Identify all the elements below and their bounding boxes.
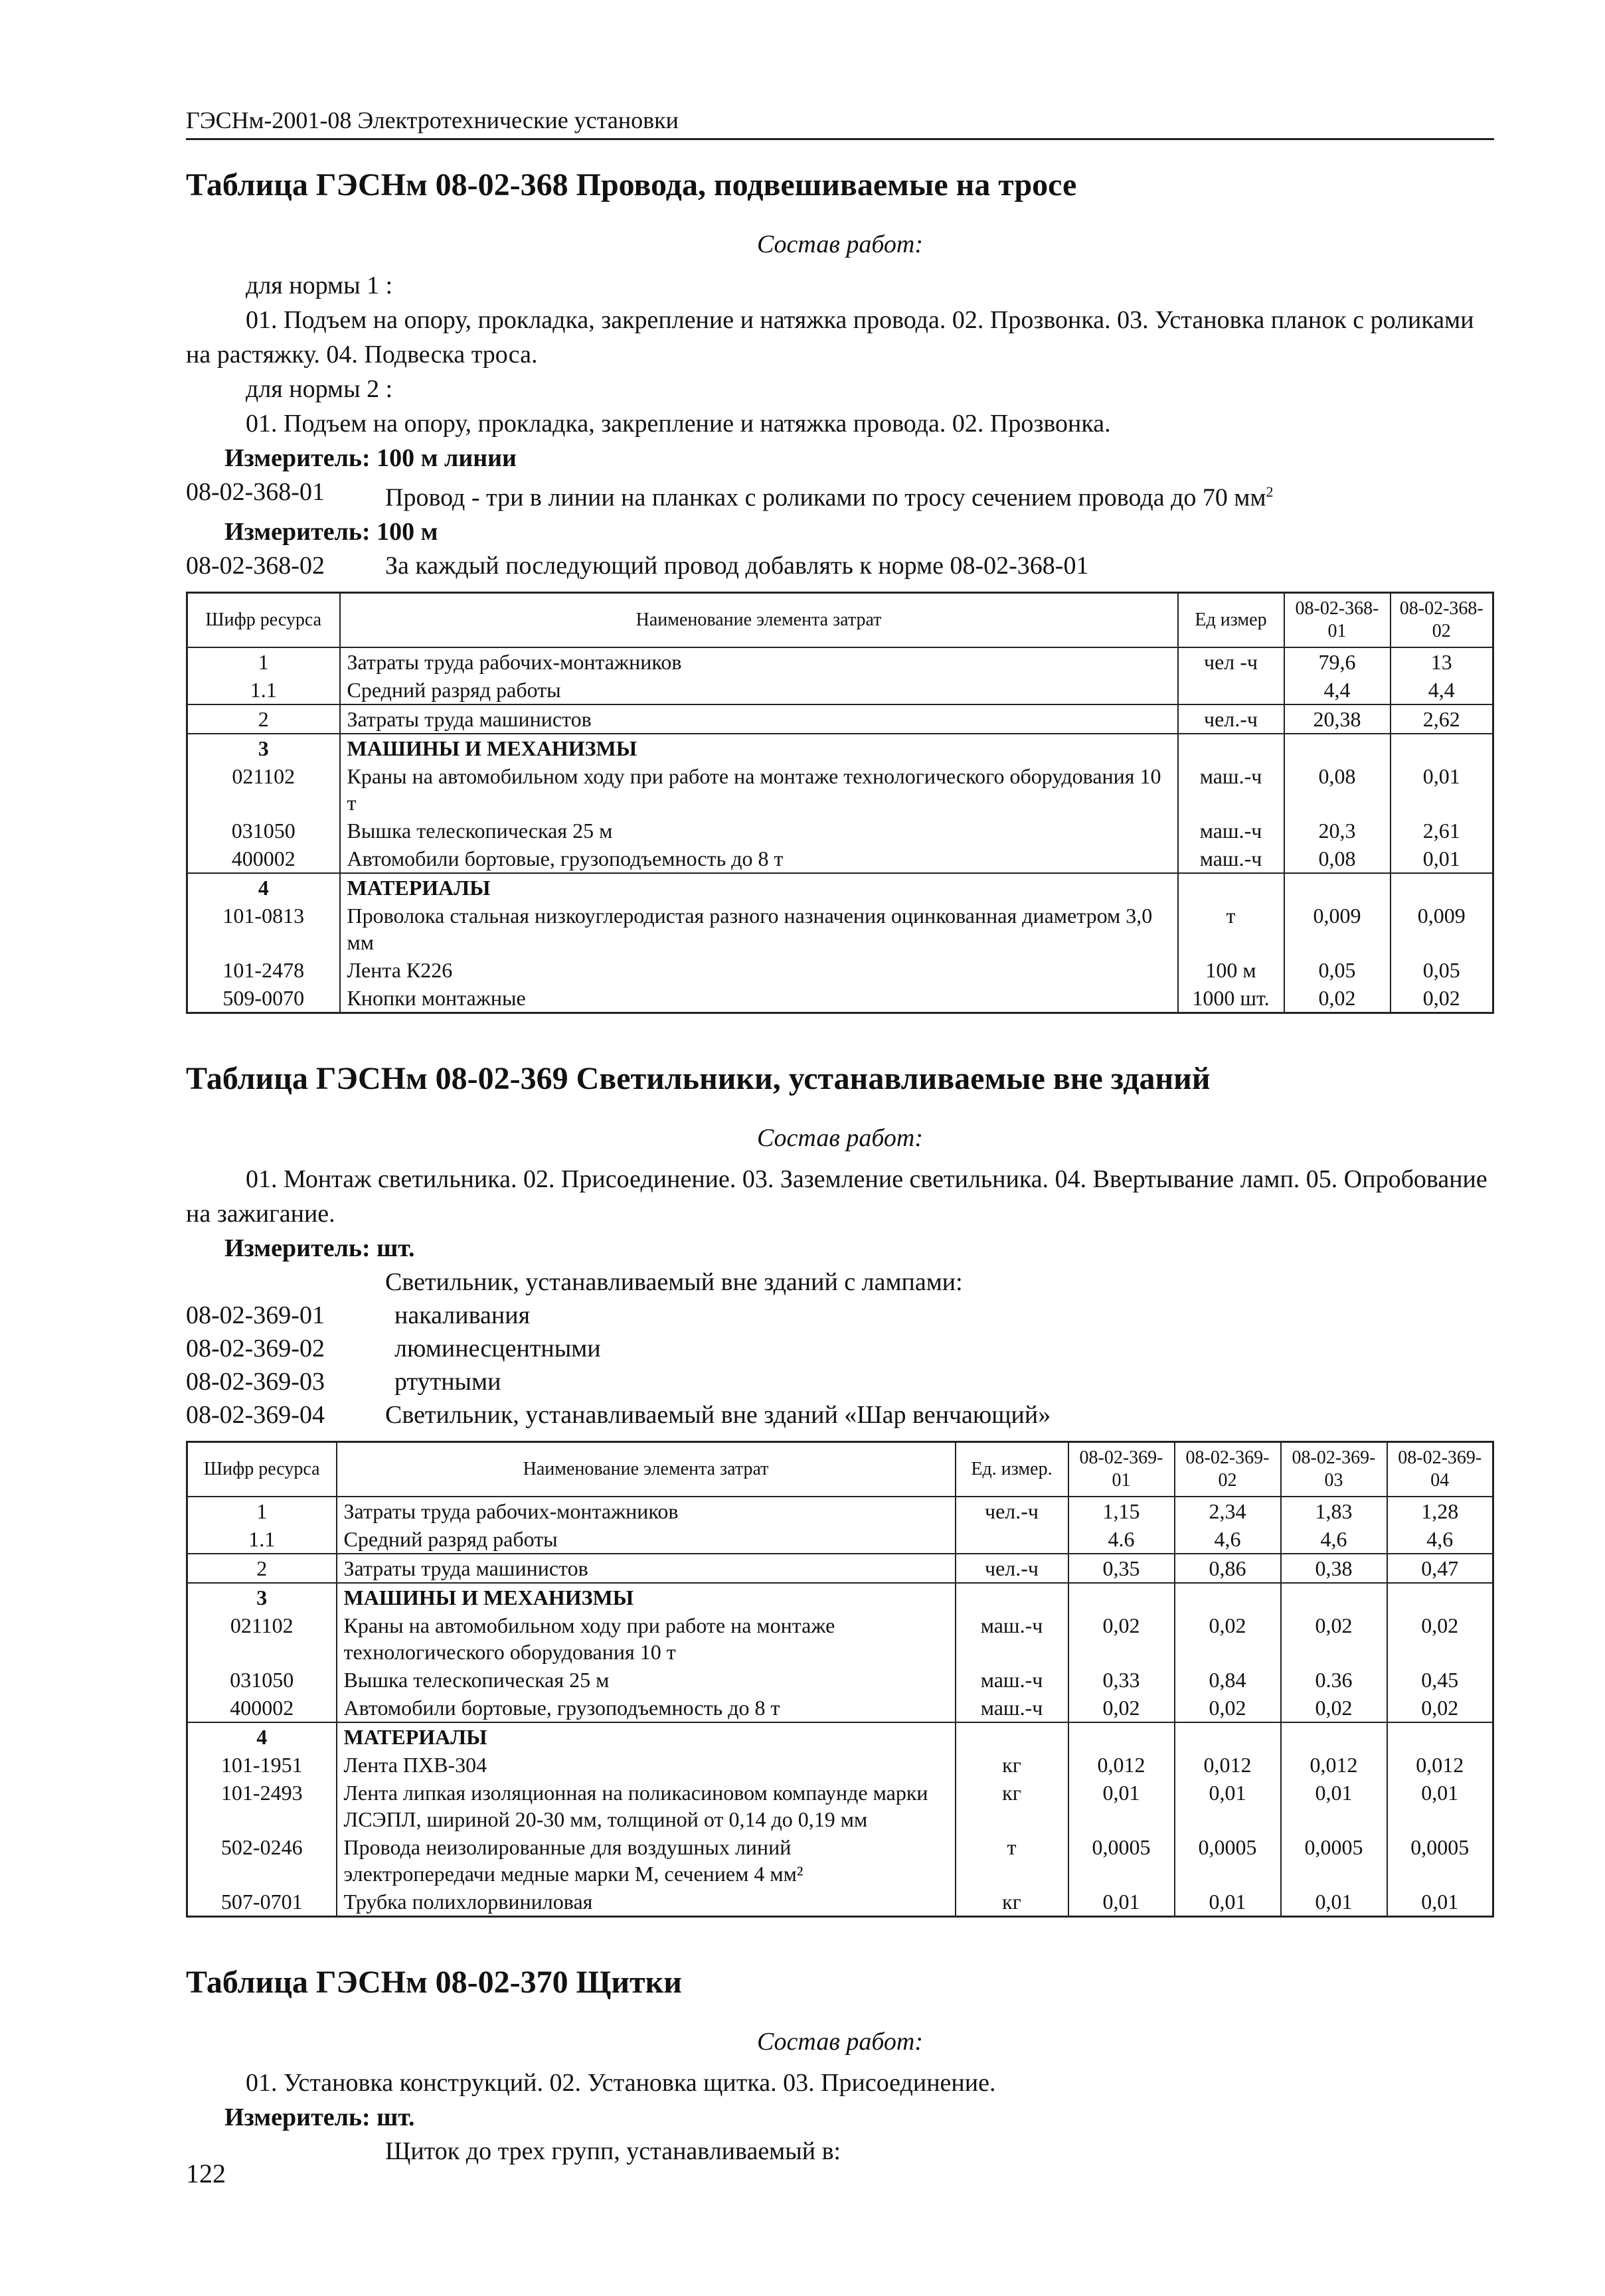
norm-code: 08-02-369-01	[186, 1301, 325, 1329]
table-row	[187, 845, 1493, 873]
resource-name-cell: Затраты труда рабочих-монтажников	[340, 647, 1178, 676]
resource-name-cell: Лента К226	[340, 956, 1178, 984]
resource-code-cell: 101-0813	[187, 902, 340, 956]
value-cell	[956, 1583, 1068, 1611]
value-cell: 0,45	[1387, 1666, 1493, 1694]
resource-code-cell: 400002	[187, 1694, 337, 1722]
column-header: Шифр ресурса	[187, 592, 340, 647]
table-row	[187, 956, 1493, 984]
table-row	[187, 762, 1493, 817]
section1-norm-row-2	[186, 549, 1494, 582]
value-cell: 1,83	[1281, 1497, 1387, 1525]
table-row	[187, 984, 1493, 1013]
running-header: ГЭСНм-2001-08 Электротехнические установки	[186, 106, 1494, 140]
resource-code-cell: 1.1	[187, 676, 340, 704]
value-cell: т	[1178, 902, 1284, 956]
column-header: 08-02-369-01	[1068, 1441, 1175, 1497]
resource-name-cell: МАШИНЫ И МЕХАНИЗМЫ	[340, 734, 1178, 762]
resource-name-cell: Краны на автомобильном ходу при работе на монтаже технологического оборудования 10 т	[340, 762, 1178, 817]
table-row	[187, 1694, 1493, 1722]
value-cell: кг	[956, 1888, 1068, 1917]
value-cell: 0,01	[1175, 1888, 1281, 1917]
table-row	[187, 1666, 1493, 1694]
value-cell: 0,01	[1175, 1779, 1281, 1833]
value-cell: 0,0005	[1068, 1833, 1175, 1888]
value-cell: 0,009	[1284, 902, 1391, 956]
column-header: 08-02-369-02	[1175, 1441, 1281, 1497]
resource-code-cell: 1.1	[187, 1525, 337, 1554]
section1-composition-title: Состав работ:	[756, 230, 924, 258]
value-cell: 0,01	[1068, 1888, 1175, 1917]
section2-group-row	[186, 1266, 1494, 1299]
value-cell: т	[956, 1833, 1068, 1888]
value-cell: 0,38	[1281, 1554, 1387, 1583]
resource-code-cell: 101-1951	[187, 1751, 337, 1779]
resource-code-cell: 101-2478	[187, 956, 340, 984]
table-header-row	[187, 592, 1493, 647]
table-header-row	[187, 1441, 1493, 1497]
resource-name-cell: Лента липкая изоляционная на поликасиновом компаунде марки ЛСЭПЛ, шириной 20-30 мм, толщиной от 0,14 до 0,19 мм	[337, 1779, 956, 1833]
resource-name-cell: Вышка телескопическая 25 м	[337, 1666, 956, 1694]
table-row	[187, 1583, 1493, 1611]
resource-name-cell: Средний разряд работы	[337, 1525, 956, 1554]
value-cell: 4,6	[1175, 1525, 1281, 1554]
table-row	[187, 817, 1493, 845]
value-cell: 0,08	[1284, 845, 1391, 873]
resource-name-cell: Кнопки монтажные	[340, 984, 1178, 1013]
value-cell: 4.6	[1068, 1525, 1175, 1554]
table-row	[187, 873, 1493, 902]
norm-desc: Светильник, устанавливаемый вне зданий «Шар венчающий»	[385, 1400, 1051, 1429]
value-cell: 2,34	[1175, 1497, 1281, 1525]
value-cell: 0,01	[1391, 845, 1493, 873]
resource-name-cell: Затраты труда машинистов	[340, 704, 1178, 734]
value-cell: маш.-ч	[956, 1666, 1068, 1694]
table-row	[187, 1525, 1493, 1554]
value-cell: кг	[956, 1751, 1068, 1779]
value-cell: чел.-ч	[956, 1497, 1068, 1525]
section2-item-row	[186, 1365, 1494, 1398]
section3-title: Таблица ГЭСНм 08-02-370 Щитки	[186, 1964, 682, 2000]
value-cell	[956, 1722, 1068, 1751]
value-cell: 0,0005	[1387, 1833, 1493, 1888]
resource-table-369	[186, 1441, 1494, 1918]
norm-desc: За каждый последующий провод добавлять к норме 08-02-368-01	[385, 551, 1089, 580]
resource-name-cell: МАШИНЫ И МЕХАНИЗМЫ	[337, 1583, 956, 1611]
value-cell: 4,4	[1284, 676, 1391, 704]
value-cell: 0,012	[1387, 1751, 1493, 1779]
section1-meter1: Измеритель: 100 м линии	[224, 444, 517, 472]
group-desc: Светильник, устанавливаемый вне зданий с лампами:	[385, 1268, 963, 1296]
section1-norm1-label: для нормы 1 :	[246, 272, 393, 299]
value-cell: 0,02	[1068, 1611, 1175, 1666]
resource-name-cell: Трубка полихлорвиниловая	[337, 1888, 956, 1917]
value-cell: 4,6	[1281, 1525, 1387, 1554]
value-cell: 0,02	[1391, 984, 1493, 1013]
value-cell: 0.36	[1281, 1666, 1387, 1694]
value-cell: 0,05	[1391, 956, 1493, 984]
value-cell: 100 м	[1178, 956, 1284, 984]
section2-item-row	[186, 1332, 1494, 1365]
value-cell: 1000 шт.	[1178, 984, 1284, 1013]
section2-item-row	[186, 1299, 1494, 1332]
resource-table-368	[186, 592, 1494, 1014]
value-cell: 0,02	[1175, 1611, 1281, 1666]
section3-composition-title: Состав работ:	[756, 2027, 924, 2056]
resource-name-cell: Средний разряд работы	[340, 676, 1178, 704]
value-cell	[956, 1525, 1068, 1554]
table-row	[187, 1779, 1493, 1833]
table-row	[187, 647, 1493, 676]
resource-code-cell: 507-0701	[187, 1888, 337, 1917]
resource-code-cell: 400002	[187, 845, 340, 873]
column-header: Шифр ресурса	[187, 1441, 337, 1497]
section2-text: 01. Монтаж светильника. 02. Присоединение. 03. Заземление светильника. 04. Ввертывание ламп. 05. Опробование на зажигание.	[186, 1165, 1487, 1228]
table-row	[187, 1722, 1493, 1751]
value-cell: 0,01	[1068, 1779, 1175, 1833]
value-cell: 0,86	[1175, 1554, 1281, 1583]
norm-code: 08-02-368-01	[186, 478, 325, 506]
value-cell: 0,0005	[1175, 1833, 1281, 1888]
section3-meter: Измеритель: шт.	[224, 2103, 415, 2131]
value-cell: 0,35	[1068, 1554, 1175, 1583]
resource-name-cell: Лента ПХВ-304	[337, 1751, 956, 1779]
value-cell: 2,62	[1391, 704, 1493, 734]
section1-meter2: Измеритель: 100 м	[224, 517, 438, 546]
resource-code-cell: 021102	[187, 762, 340, 817]
value-cell: кг	[956, 1779, 1068, 1833]
value-cell: 0,02	[1068, 1694, 1175, 1722]
column-header: 08-02-368-02	[1391, 592, 1493, 647]
page-number: 122	[186, 2159, 226, 2188]
resource-name-cell: МАТЕРИАЛЫ	[340, 873, 1178, 902]
value-cell: маш.-ч	[1178, 762, 1284, 817]
resource-code-cell: 4	[187, 1722, 337, 1751]
table-row	[187, 1497, 1493, 1525]
value-cell: 13	[1391, 647, 1493, 676]
resource-name-cell: Вышка телескопическая 25 м	[340, 817, 1178, 845]
resource-name-cell: Затраты труда машинистов	[337, 1554, 956, 1583]
value-cell: 20,3	[1284, 817, 1391, 845]
value-cell: 20,38	[1284, 704, 1391, 734]
value-cell	[1175, 1583, 1281, 1611]
section1-norm-row-1	[186, 475, 1494, 515]
norm-desc: Провод - три в линии на планках с роликами по тросу сечением провода до 70 $мм^2$	[385, 483, 1274, 512]
value-cell	[1391, 873, 1493, 902]
value-cell: 0,02	[1284, 984, 1391, 1013]
section3-group-row	[186, 2135, 1494, 2168]
norm-code: 08-02-369-04	[186, 1400, 325, 1429]
value-cell: 0,05	[1284, 956, 1391, 984]
section2-item-row	[186, 1398, 1494, 1432]
value-cell: 0,02	[1387, 1611, 1493, 1666]
resource-code-cell: 2	[187, 1554, 337, 1583]
value-cell: маш.-ч	[1178, 817, 1284, 845]
value-cell	[1068, 1583, 1175, 1611]
section2-composition-title: Состав работ:	[756, 1123, 924, 1152]
value-cell	[1387, 1583, 1493, 1611]
column-header: 08-02-369-03	[1281, 1441, 1387, 1497]
resource-code-cell: 502-0246	[187, 1833, 337, 1888]
resource-code-cell: 3	[187, 1583, 337, 1611]
resource-code-cell: 4	[187, 873, 340, 902]
table-row	[187, 734, 1493, 762]
column-header: Наименование элемента затрат	[340, 592, 1178, 647]
value-cell	[1391, 734, 1493, 762]
value-cell: 79,6	[1284, 647, 1391, 676]
column-header: Ед измер	[1178, 592, 1284, 647]
value-cell: чел.-ч	[1178, 704, 1284, 734]
value-cell: 0,009	[1391, 902, 1493, 956]
value-cell: 0,0005	[1281, 1833, 1387, 1888]
resource-code-cell: 021102	[187, 1611, 337, 1666]
value-cell	[1178, 873, 1284, 902]
resource-code-cell: 1	[187, 647, 340, 676]
value-cell: 0,84	[1175, 1666, 1281, 1694]
resource-name-cell: МАТЕРИАЛЫ	[337, 1722, 956, 1751]
value-cell: 0,01	[1387, 1779, 1493, 1833]
value-cell: 1,28	[1387, 1497, 1493, 1525]
column-header: 08-02-368-01	[1284, 592, 1391, 647]
value-cell	[1068, 1722, 1175, 1751]
value-cell: маш.-ч	[956, 1611, 1068, 1666]
value-cell: 0,01	[1387, 1888, 1493, 1917]
value-cell: 0,02	[1387, 1694, 1493, 1722]
value-cell: 1,15	[1068, 1497, 1175, 1525]
table-row	[187, 1554, 1493, 1583]
value-cell: 0,02	[1281, 1694, 1387, 1722]
resource-code-cell: 031050	[187, 1666, 337, 1694]
section1-norm2-text: 01. Подъем на опору, прокладка, закрепление и натяжка провода. 02. Прозвонка.	[246, 410, 1111, 438]
resource-name-cell: Провода неизолированные для воздушных линий электропередачи медные марки М, сечением 4 мм²	[337, 1833, 956, 1888]
column-header: Ед. измер.	[956, 1441, 1068, 1497]
table-row	[187, 902, 1493, 956]
value-cell: 0,01	[1281, 1779, 1387, 1833]
resource-name-cell: Проволока стальная низкоуглеродистая разного назначения оцинкованная диаметром 3,0 мм	[340, 902, 1178, 956]
norm-desc: ртутными	[394, 1367, 501, 1396]
resource-name-cell: Краны на автомобильном ходу при работе на монтаже технологического оборудования 10 т	[337, 1611, 956, 1666]
table-row	[187, 1611, 1493, 1666]
norm-desc: люминесцентными	[394, 1334, 601, 1362]
section1-norm2-label: для нормы 2 :	[246, 375, 393, 403]
resource-name-cell: Автомобили бортовые, грузоподъемность до 8 т	[337, 1694, 956, 1722]
value-cell: 4,4	[1391, 676, 1493, 704]
value-cell: 0,47	[1387, 1554, 1493, 1583]
norm-code: 08-02-369-03	[186, 1367, 325, 1396]
value-cell: 0,01	[1391, 762, 1493, 817]
resource-code-cell: 101-2493	[187, 1779, 337, 1833]
section3-text: 01. Установка конструкций. 02. Установка щитка. 03. Присоединение.	[246, 2068, 996, 2097]
value-cell: чел -ч	[1178, 647, 1284, 676]
value-cell	[1178, 734, 1284, 762]
table-row	[187, 1751, 1493, 1779]
table-row	[187, 1833, 1493, 1888]
value-cell: 0,08	[1284, 762, 1391, 817]
value-cell	[1281, 1583, 1387, 1611]
value-cell: 0,012	[1175, 1751, 1281, 1779]
value-cell	[1284, 873, 1391, 902]
value-cell: 2,61	[1391, 817, 1493, 845]
value-cell: 0,012	[1068, 1751, 1175, 1779]
value-cell: 0,02	[1281, 1611, 1387, 1666]
value-cell	[1178, 676, 1284, 704]
value-cell: маш.-ч	[956, 1694, 1068, 1722]
norm-code: 08-02-369-02	[186, 1334, 325, 1362]
value-cell: 4,6	[1387, 1525, 1493, 1554]
column-header: 08-02-369-04	[1387, 1441, 1493, 1497]
resource-code-cell: 3	[187, 734, 340, 762]
document-page	[186, 106, 1494, 2168]
column-header: Наименование элемента затрат	[337, 1441, 956, 1497]
table-row	[187, 704, 1493, 734]
value-cell: 0,33	[1068, 1666, 1175, 1694]
resource-code-cell: 509-0070	[187, 984, 340, 1013]
resource-code-cell: 1	[187, 1497, 337, 1525]
table-row	[187, 676, 1493, 704]
value-cell	[1175, 1722, 1281, 1751]
value-cell	[1387, 1722, 1493, 1751]
value-cell: маш.-ч	[1178, 845, 1284, 873]
section2-meter: Измеритель: шт.	[224, 1234, 415, 1262]
resource-name-cell: Затраты труда рабочих-монтажников	[337, 1497, 956, 1525]
resource-code-cell: 2	[187, 704, 340, 734]
value-cell: 0,02	[1175, 1694, 1281, 1722]
value-cell	[1284, 734, 1391, 762]
value-cell: 0,012	[1281, 1751, 1387, 1779]
group-desc: Щиток до трех групп, устанавливаемый в:	[385, 2137, 841, 2165]
value-cell: чел.-ч	[956, 1554, 1068, 1583]
norm-desc: накаливания	[394, 1301, 531, 1329]
section1-norm1-text: 01. Подъем на опору, прокладка, закрепление и натяжка провода. 02. Прозвонка. 03. Установка планок с роликами на растяжку. 04. Подвеска троса.	[186, 306, 1474, 369]
value-cell	[1281, 1722, 1387, 1751]
section2-title: Таблица ГЭСНм 08-02-369 Светильники, устанавливаемые вне зданий	[186, 1060, 1211, 1096]
section1-title: Таблица ГЭСНм 08-02-368 Провода, подвешиваемые на тросе	[186, 167, 1077, 203]
norm-code: 08-02-368-02	[186, 551, 325, 580]
resource-code-cell: 031050	[187, 817, 340, 845]
resource-name-cell: Автомобили бортовые, грузоподъемность до 8 т	[340, 845, 1178, 873]
value-cell: 0,01	[1281, 1888, 1387, 1917]
table-row	[187, 1888, 1493, 1917]
